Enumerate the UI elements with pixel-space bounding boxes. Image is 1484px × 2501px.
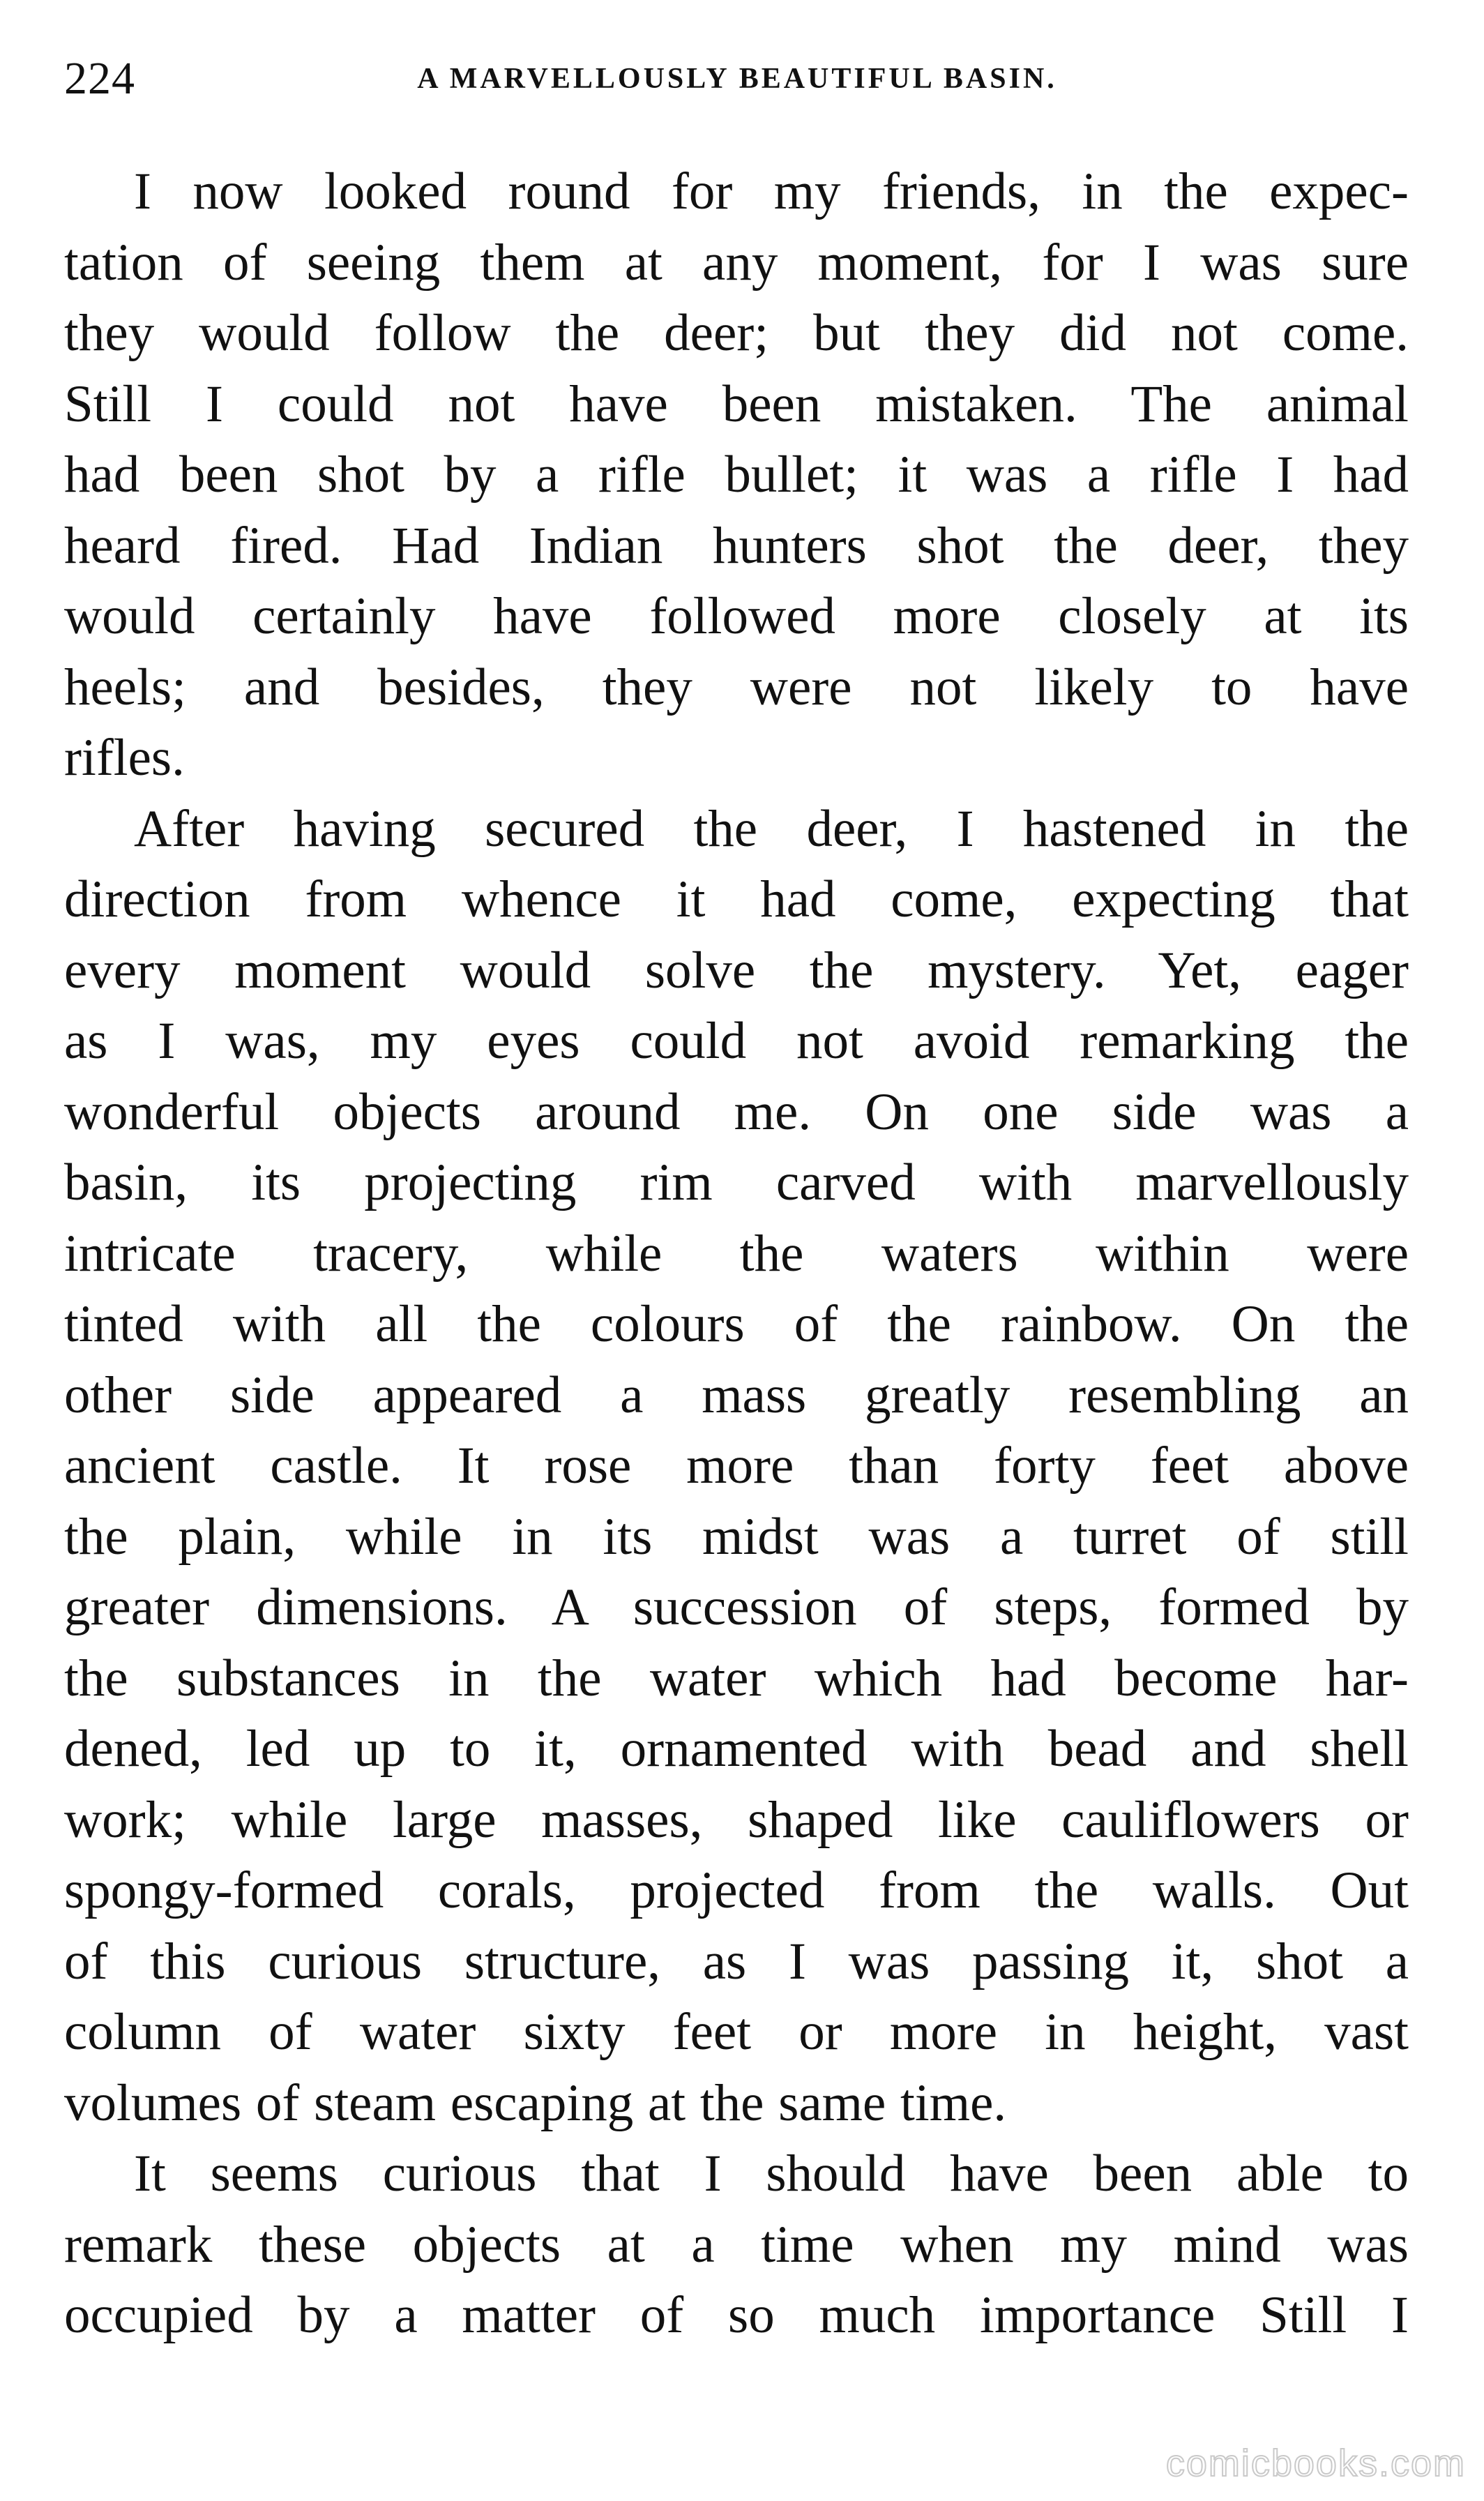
body-text <box>64 156 1409 2351</box>
text-line: of this curious structure, as I was passing it, shot a <box>64 1932 1409 1990</box>
text-line: as I was, my eyes could not avoid remarking the <box>64 1012 1409 1070</box>
running-header <box>64 42 1410 112</box>
text-line: direction from whence it had come, expecting that <box>64 870 1409 928</box>
text-line: column of water sixty feet or more in height, vast <box>64 2003 1409 2061</box>
text-line: I now looked round for my friends, in the expec- <box>134 163 1409 220</box>
text-line: every moment would solve the mystery. Yet, eager <box>64 941 1409 999</box>
text-line: rifles. <box>64 729 185 787</box>
text-line: greater dimensions. A succession of steps, formed by <box>64 1578 1409 1636</box>
text-line: tinted with all the colours of the rainbow. On the <box>64 1295 1409 1353</box>
text-line: Still I could not have been mistaken. The animal <box>64 375 1409 433</box>
text-line: work; while large masses, shaped like cauliflowers or <box>64 1790 1409 1849</box>
text-line: dened, led up to it, ornamented with bead and shell <box>64 1720 1409 1778</box>
text-line: the substances in the water which had become har- <box>64 1649 1409 1707</box>
text-line: occupied by a matter of so much importance Still I <box>64 2286 1409 2344</box>
paragraph-2 <box>64 794 1409 2139</box>
text-line: wonderful objects around me. On one side was a <box>64 1082 1409 1141</box>
text-line: It seems curious that I should have been able to <box>134 2145 1409 2202</box>
text-line: tation of seeing them at any moment, for I was sure <box>64 233 1409 292</box>
page-number: 224 <box>64 53 135 104</box>
text-line: had been shot by a rifle bullet; it was a rifle I had <box>64 446 1409 504</box>
text-line: remark these objects at a time when my mind was <box>64 2215 1409 2274</box>
paragraph-3 <box>64 2138 1409 2351</box>
watermark: comicbooks.com <box>1165 2442 1466 2484</box>
text-line: the plain, while in its midst was a turret of still <box>64 1507 1409 1566</box>
text-line: they would follow the deer; but they did not come. <box>64 304 1409 362</box>
running-title: A MARVELLOUSLY BEAUTIFUL BASIN. <box>417 63 1057 95</box>
text-line: would certainly have followed more closely at its <box>64 587 1409 645</box>
text-line: heard fired. Had Indian hunters shot the deer, they <box>64 516 1409 575</box>
text-line: After having secured the deer, I hastened in the <box>134 799 1409 858</box>
text-line: other side appeared a mass greatly resembling an <box>64 1366 1409 1424</box>
text-line: heels; and besides, they were not likely to have <box>64 658 1409 716</box>
text-line: basin, its projecting rim carved with marvellously <box>64 1154 1409 1211</box>
text-line: volumes of steam escaping at the same time. <box>64 2073 1007 2132</box>
paragraph-1 <box>64 156 1409 794</box>
text-line: intricate tracery, while the waters within were <box>64 1224 1409 1283</box>
text-line: ancient castle. It rose more than forty feet above <box>64 1437 1409 1495</box>
text-line: spongy-formed corals, projected from the walls. Out <box>64 1861 1409 1919</box>
